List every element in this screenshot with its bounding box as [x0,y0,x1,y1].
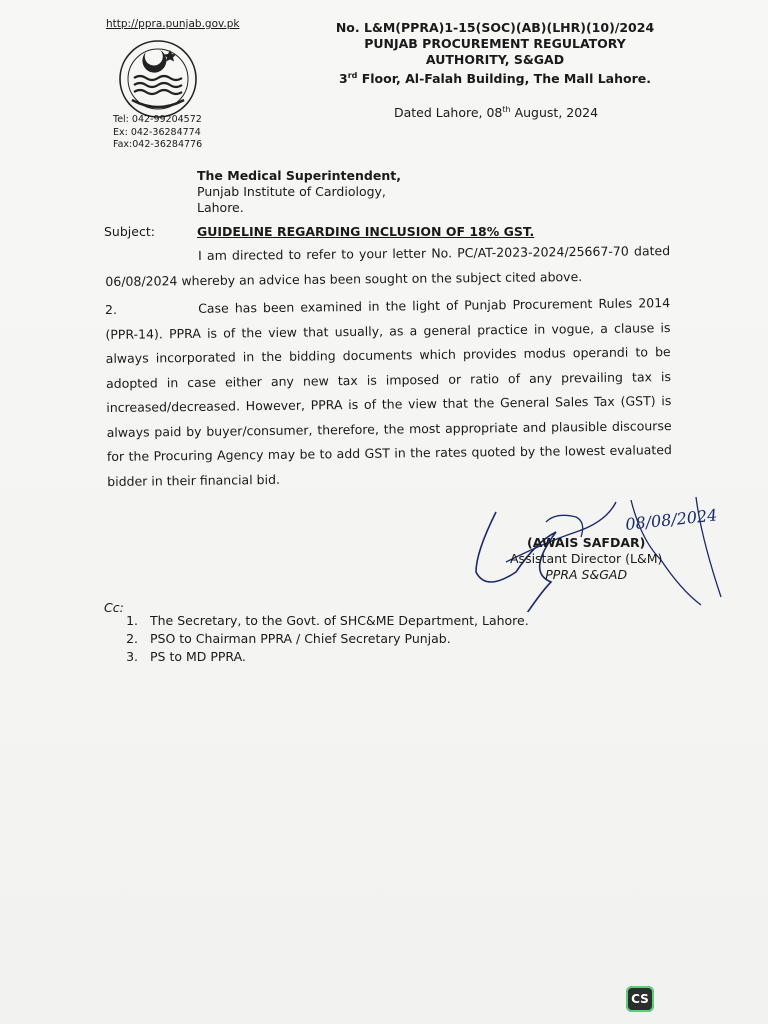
recipient-address [197,168,401,216]
org-name-line1: PUNJAB PROCUREMENT REGULATORY [364,36,626,51]
contact-info [113,114,202,152]
website-link[interactable]: http://ppra.punjab.gov.pk [106,18,240,30]
recipient-line3: Lahore. [197,200,244,215]
list-item: 1. The Secretary, to the Govt. of SHC&ME Department, Lahore. [126,613,529,628]
office-address: 3rd Floor, Al-Falah Building, The Mall Lahore. [338,71,651,87]
paragraph-2-number: 2. [105,302,117,317]
cc-label: Cc: [104,600,124,615]
extension: Ex: 042-36284774 [113,126,201,138]
signatory-name: (AWAIS SAFDAR) [527,535,646,550]
recipient-line2: Punjab Institute of Cardiology, [197,184,386,199]
signatory-block [510,535,662,583]
cc-list [110,612,529,666]
fax: Fax:042-36284776 [113,139,203,150]
subject-label: Subject: [104,224,155,239]
paragraph-1: I am directed to refer to your letter No. PC/AT-2023-2024/25667-70 dated 06/08/2024 whereby an advice has been sought on the subject cited above. [105,243,671,289]
reference-number: No. L&M(PPRA)1-15(SOC)(AB)(LHR)(10)/2024 [335,20,655,35]
org-name-line2: AUTHORITY, S&GAD [425,52,565,67]
letter-date: Dated Lahore, 08th August, 2024 [394,105,599,121]
subject-text: GUIDELINE REGARDING INCLUSION OF 18% GST. [197,224,535,239]
recipient-line1: The Medical Superintendent, [197,168,401,183]
signatory-office: PPRA S&GAD [545,567,628,582]
signature-date: 08/08/2024 [624,505,719,534]
list-item: 3. PS to MD PPRA. [126,649,246,664]
telephone: Tel: 042-99204572 [113,114,202,125]
list-item: 2. PSO to Chairman PPRA / Chief Secretary Punjab. [126,631,451,646]
scanner-badge: CS [626,986,654,1012]
punjab-emblem-icon [110,38,206,120]
signatory-designation: Assistant Director (L&M) [510,551,663,566]
paragraph-2: Case has been examined in the light of Punjab Procurement Rules 2014 (PPR-14). PPRA is of the view that usually, as a general practice in vogue, a clause is always incorporated in the bidding documents which provides modus operandi to be adopted in case either any new tax is imposed or ratio of any prevailing tax is increased/decreased. However, PPRA is of the view that the General Sales Tax (GST) is always paid by buyer/consumer, therefore, the most appropriate and plausible discourse for the Procuring Agency may be to add GST in the rates quoted by the lowest evaluated bidder in their financial bid. [105,295,672,489]
letterhead [330,20,660,87]
